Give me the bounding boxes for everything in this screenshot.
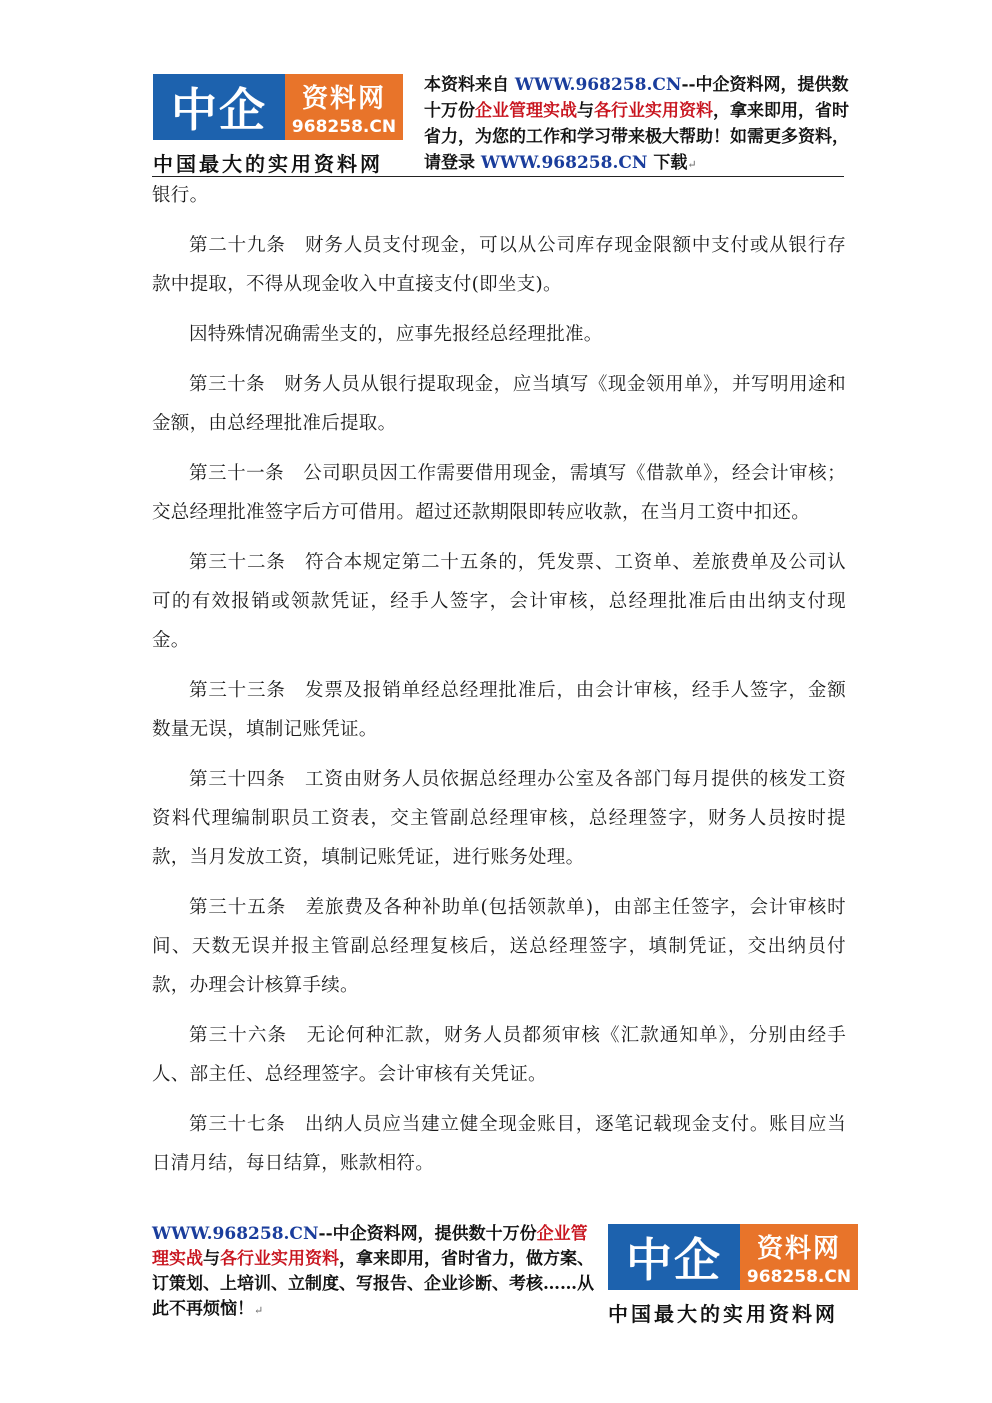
footer-highlight: 企业管理实战 xyxy=(152,1224,588,1269)
document-body xyxy=(152,176,846,1194)
return-mark-icon: ↵ xyxy=(254,1304,264,1317)
header-text-part: 本资料来自 xyxy=(424,75,515,95)
footer-promo-text xyxy=(152,1222,598,1323)
footer-text-part: --中企资料网，提供数十万份 xyxy=(318,1224,537,1244)
paragraph: 第三十七条 出纳人员应当建立健全现金账目，逐笔记载现金支付。账目应当日清月结，每日结算，账款相符。 xyxy=(152,1114,846,1174)
footer-text-part: 与 xyxy=(203,1249,220,1269)
logo-right-top: 资料网 xyxy=(301,83,386,114)
header-highlight: 企业管理实战 xyxy=(475,101,577,121)
paragraph: 第三十二条 符合本规定第二十五条的，凭发票、工资单、差旅费单及公司认可的有效报销或领款凭证，经手人签字，会计审核，总经理批准后由出纳支付现金。 xyxy=(152,552,846,651)
return-mark-icon: ↵ xyxy=(687,158,697,171)
header-url-link[interactable]: WWW.968258.CN xyxy=(514,75,682,95)
footer-text-part: ，拿来即用，省时省力，做方案、 订策划、上培训、立制度、写报告、企业诊断、考核……从此不再烦恼！ xyxy=(152,1249,594,1319)
paragraph: 第二十九条 财务人员支付现金，可以从公司库存现金限额中支付或从银行存款中提取，不得从现金收入中直接支付(即坐支)。 xyxy=(152,235,846,295)
header-promo-text xyxy=(424,72,854,178)
paragraph: 第三十条 财务人员从银行提取现金，应当填写《现金领用单》，并写明用途和金额，由总经理批准后提取。 xyxy=(152,374,846,434)
paragraph: 银行。 xyxy=(152,185,209,206)
paragraph: 第三十四条 工资由财务人员依据总经理办公室及各部门每月提供的核发工资资料代理编制职员工资表，交主管副总经理审核，总经理签字，财务人员按时提款，当月发放工资，填制记账凭证，进行账务处理。 xyxy=(152,769,846,868)
paragraph: 第三十一条 公司职员因工作需要借用现金，需填写《借款单》，经会计审核；交总经理批准签字后方可借用。超过还款期限即转应收款，在当月工资中扣还。 xyxy=(152,463,846,523)
footer-logo xyxy=(608,1224,858,1327)
header-text-part: 下载 xyxy=(647,153,688,173)
paragraph: 第三十三条 发票及报销单经总经理批准后，由会计审核，经手人签字，金额数量无误，填制记账凭证。 xyxy=(152,680,846,740)
logo-right-bottom: 968258.CN xyxy=(746,1266,852,1287)
logo-left-text: 中企 xyxy=(608,1224,740,1290)
logo-right-bottom: 968258.CN xyxy=(291,116,397,137)
logo-left-text: 中企 xyxy=(153,74,285,140)
header-text-part: --中企资料网，提供数十万份 xyxy=(424,75,849,121)
logo-mark xyxy=(608,1224,858,1290)
logo-slogan: 中国最大的实用资料网 xyxy=(608,1302,838,1326)
paragraph: 第三十五条 差旅费及各种补助单(包括领款单)，由部主任签字，会计审核时间、天数无误并报主管副总经理复核后，送总经理签字，填制凭证，交出纳员付款，办理会计核算手续。 xyxy=(152,897,846,996)
header-logo xyxy=(153,74,403,177)
logo-slogan: 中国最大的实用资料网 xyxy=(153,152,383,176)
logo-right-block xyxy=(740,1224,858,1290)
header-text-part: ，拿来即用，省时省力，为您的工作和学习带来极大帮助！如需更多资料，请登录 xyxy=(424,101,849,173)
paragraph: 因特殊情况确需坐支的，应事先报经总经理批准。 xyxy=(189,324,603,345)
header-text-part: 与 xyxy=(577,101,594,121)
logo-right-block xyxy=(285,74,403,140)
header-url-link[interactable]: WWW.968258.CN xyxy=(480,153,648,173)
header-highlight: 各行业实用资料 xyxy=(594,101,713,121)
footer-highlight: 各行业实用资料 xyxy=(220,1249,339,1269)
logo-mark xyxy=(153,74,403,140)
logo-right-top: 资料网 xyxy=(756,1233,841,1264)
paragraph: 第三十六条 无论何种汇款，财务人员都须审核《汇款通知单》，分别由经手人、部主任、总经理签字。会计审核有关凭证。 xyxy=(152,1025,846,1085)
footer-url-link[interactable]: WWW.968258.CN xyxy=(152,1224,319,1244)
